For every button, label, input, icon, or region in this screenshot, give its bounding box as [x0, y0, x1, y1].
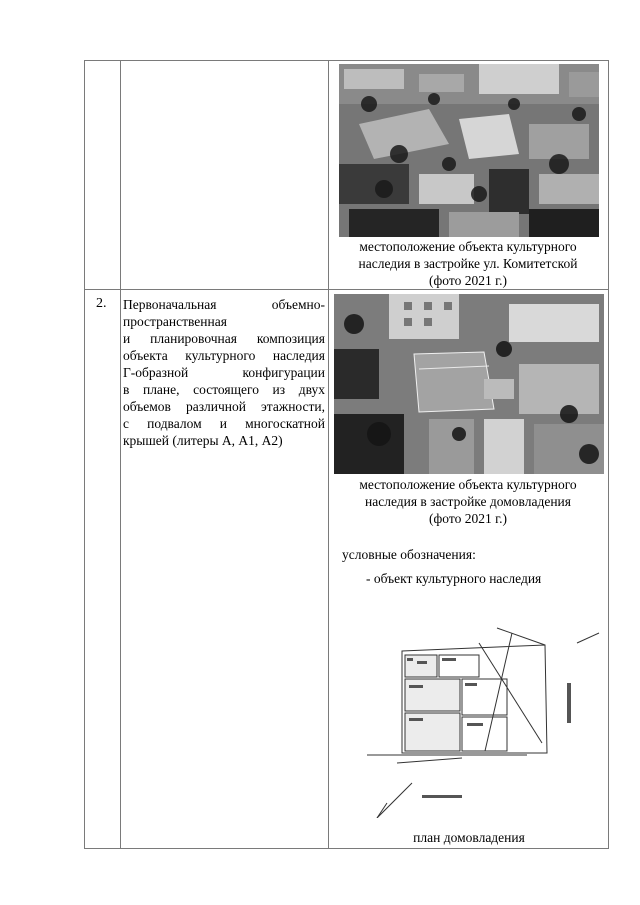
- object-description: [123, 296, 325, 449]
- table-border-top: [84, 60, 609, 61]
- object-table: [84, 60, 609, 849]
- description-line: с подвалом и многоскатной: [123, 416, 325, 431]
- plan-caption: план домовладения: [413, 830, 525, 845]
- table-col-divider: [328, 60, 329, 849]
- description-line: и планировочная композиция: [123, 331, 325, 346]
- table-row-divider: [84, 289, 609, 290]
- description-line: пространственная: [123, 314, 227, 329]
- description-line: Г-образной конфигурации: [123, 365, 325, 380]
- description-line: крышей (литеры А, А1, А2): [123, 433, 283, 448]
- table-col-divider: [120, 60, 121, 849]
- table-border-left: [84, 60, 85, 849]
- table-border-bottom: [84, 848, 609, 849]
- description-line: Первоначальная объемно-: [123, 297, 325, 312]
- description-line: в плане, состоящего из двух: [123, 382, 325, 397]
- aerial-photo-street: [339, 64, 599, 237]
- caption-line: (фото 2021 г.): [429, 273, 507, 288]
- row-number: 2.: [96, 296, 107, 311]
- caption-line: наследия в застройке ул. Комитетской: [358, 256, 578, 271]
- aerial-photo-courtyard: [334, 294, 604, 474]
- caption-line: наследия в застройке домовладения: [365, 494, 571, 509]
- legend-title: условные обозначения:: [342, 547, 476, 562]
- description-line: объекта культурного наследия: [123, 348, 325, 363]
- caption-line: (фото 2021 г.): [429, 511, 507, 526]
- site-plan-drawing: [367, 613, 602, 823]
- photo-caption-street: [332, 238, 604, 289]
- photo-caption-courtyard: [332, 476, 604, 527]
- description-line: объемов различной этажности,: [123, 399, 325, 414]
- caption-line: местоположение объекта культурного: [359, 477, 577, 492]
- caption-line: местоположение объекта культурного: [359, 239, 577, 254]
- legend-item-heritage: - объект культурного наследия: [366, 571, 542, 586]
- table-border-right: [608, 60, 609, 849]
